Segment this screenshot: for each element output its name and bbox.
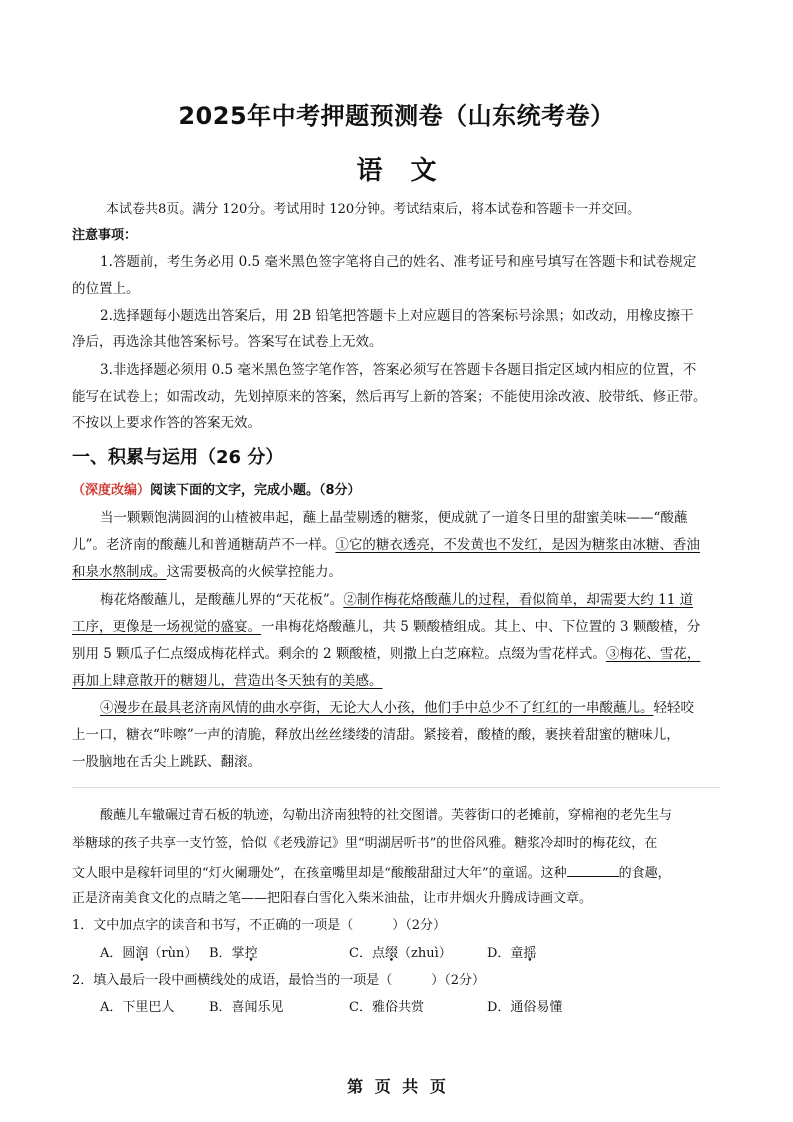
- question-1-option-d[interactable]: [487, 944, 536, 964]
- passage-text: 儿”。老济南的酸蘸儿和普通糖葫芦不一样。: [72, 537, 336, 553]
- notice-item-3-line-2: 能写在试卷上；如需改动，先划掉原来的答案，然后再写上新的答案；不能使用涂改液、胶带纸、修正带。: [72, 389, 707, 405]
- passage-p1-line-3: [72, 562, 342, 582]
- answer-blank: [567, 862, 619, 877]
- notice-heading: 注意事项：: [72, 228, 138, 243]
- underlined-sentence-1: ①它的糖衣透亮，不发黄也不发红，是因为糖浆由冰糖、香油: [335, 537, 700, 553]
- passage2-line-1: 酸蘸儿车辙碾过青石板的轨迹，勾勒出济南独特的社交图谱。芙蓉街口的老摊前，穿棉袍的老先生与: [100, 808, 673, 823]
- option-text: B．掌: [209, 946, 245, 961]
- passage2-line-3: [72, 862, 671, 884]
- underlined-sentence-4: ④漫步在最具老济南风情的曲水亭街，无论大人小孩，他们手中总少不了红红的一串酸蘸儿。: [100, 700, 654, 716]
- passage-text: 梅花烙酸蘸儿，是酸蘸儿界的“天花板”。: [100, 592, 344, 608]
- question-1-option-a[interactable]: [100, 944, 197, 964]
- question-2-option-b[interactable]: B．喜闻乐见: [209, 1000, 284, 1015]
- underlined-sentence-2-end: 工序，更像是一场视觉的盛宴。: [72, 619, 261, 635]
- dotted-char: 缀: [384, 946, 398, 961]
- notice-item-2-line-2: 净后，再选涂其他答案标号。答案写在试卷上无效。: [72, 334, 383, 350]
- question-1: 1．文中加点字的读音和书写，不正确的一项是（ ）（2分）: [72, 918, 447, 933]
- passage-p3-line-1: [100, 698, 694, 718]
- passage-text: 别用 5 颗瓜子仁点缀成梅花样式。剩余的 2 颗酸楂，则撒上白芝麻粒。点缀为雪花样式。: [72, 646, 606, 662]
- adaptation-tag: （深度改编）: [72, 483, 151, 498]
- option-text: （rùn）: [148, 946, 198, 961]
- dotted-char: 润: [135, 946, 149, 961]
- passage2-line-4: 正是济南美食文化的点睛之笔——把阳春白雪化入柴米油盐，让市井烟火升腾成诗画文章。: [72, 891, 593, 906]
- question-2: 2．填入最后一段中画横线处的成语，最恰当的一项是（ ）（2分）: [72, 973, 486, 988]
- reading-instruction: 阅读下面的文字，完成小题。（8分）: [150, 483, 361, 498]
- passage-text: 文人眼中是稼轩词里的“灯火阑珊处”，在孩童嘴里却是“酸酸甜甜过大年”的童谣。这种: [72, 866, 567, 881]
- passage-text: 这需要极高的火候掌控能力。: [166, 564, 342, 580]
- dotted-char: 控: [244, 946, 258, 961]
- option-text: C．点: [349, 946, 385, 961]
- passage-p1-line-1: 当一颗颗饱满圆润的山楂被串起，蘸上晶莹剔透的糖浆，便成就了一道冬日里的甜蜜美味——“酸蘸: [100, 510, 688, 526]
- question-1-option-c[interactable]: [349, 944, 452, 964]
- passage-p2-line-4: [72, 671, 383, 691]
- question-2-option-d[interactable]: D．通俗易懂: [487, 1000, 563, 1015]
- section-1-instruction-line: [72, 481, 361, 501]
- question-2-option-a[interactable]: A．下里巴人: [100, 1000, 175, 1015]
- passage2-line-2: 举糖球的孩子共享一支竹签，恰似《老残游记》里“明湖居听书”的世俗风雅。糖浆冷却时的梅花纹，在: [72, 836, 658, 851]
- underlined-sentence-3-end: 再加上肆意散开的糖翅儿，营造出冬天独有的美感。: [72, 673, 383, 689]
- notice-item-1-line-2: 的位置上。: [72, 281, 140, 297]
- notice-item-3-line-3: 不按以上要求作答的答案无效。: [72, 415, 261, 431]
- exam-intro: 本试卷共8页。满分 120分。考试用时 120分钟。考试结束后，将本试卷和答题卡一并交回。: [106, 202, 641, 217]
- passage-text: 的食趣，: [618, 866, 671, 881]
- option-text: A．圆: [100, 946, 136, 961]
- divider: [72, 787, 720, 788]
- section-1-heading: 一、积累与运用（26 分）: [72, 447, 284, 468]
- exam-title: 2025年中考押题预测卷（山东统考卷）: [178, 102, 615, 130]
- passage-p3-line-2: 上一口，糖衣“咔嚓”一声的清脆，释放出丝丝缕缕的清甜。紧接着，酸楂的酸，裹挟着甜蜜的糖味儿，: [72, 727, 680, 743]
- passage-p2-line-1: [100, 590, 693, 610]
- option-text: D．童: [487, 946, 524, 961]
- underlined-sentence-1-end: 和泉水熬制成。: [72, 564, 167, 580]
- passage-p2-line-3: [72, 644, 700, 664]
- notice-item-2-line-1: 2.选择题每小题选出答案后，用 2B 铅笔把答题卡上对应题目的答案标号涂黑；如改动，用橡皮擦干: [100, 308, 694, 324]
- passage-p3-line-3: 一股脑地在舌尖上跳跃、翻滚。: [72, 754, 261, 770]
- subject-title: 语文: [356, 156, 465, 186]
- question-1-option-b[interactable]: [209, 944, 258, 964]
- notice-item-1-line-1: 1.答题前，考生务必用 0.5 毫米黑色签字笔将自己的姓名、准考证号和座号填写在答题卡和试卷规定: [100, 254, 697, 270]
- notice-item-3-line-1: 3.非选择题必须用 0.5 毫米黑色签字笔作答，答案必须写在答题卡各题目指定区域内相应的位置，不: [100, 362, 697, 378]
- option-text: （zhuì）: [397, 946, 452, 961]
- passage-p2-line-2: [72, 617, 700, 637]
- passage-text: 轻轻咬: [653, 700, 694, 716]
- passage-text: 一串梅花烙酸蘸儿，共 5 颗酸楂组成。其上、中、下位置的 3 颗酸楂，分: [261, 619, 701, 635]
- question-2-option-c[interactable]: C．雅俗共赏: [349, 1000, 424, 1015]
- passage-p1-line-2: [72, 535, 700, 555]
- underlined-sentence-3: ③梅花、雪花，: [605, 646, 701, 662]
- page-footer: 第 页 共 页: [347, 1077, 446, 1096]
- underlined-sentence-2: ②制作梅花烙酸蘸儿的过程，看似简单，却需要大约 11 道: [343, 592, 694, 608]
- dotted-char: 摇: [523, 946, 537, 961]
